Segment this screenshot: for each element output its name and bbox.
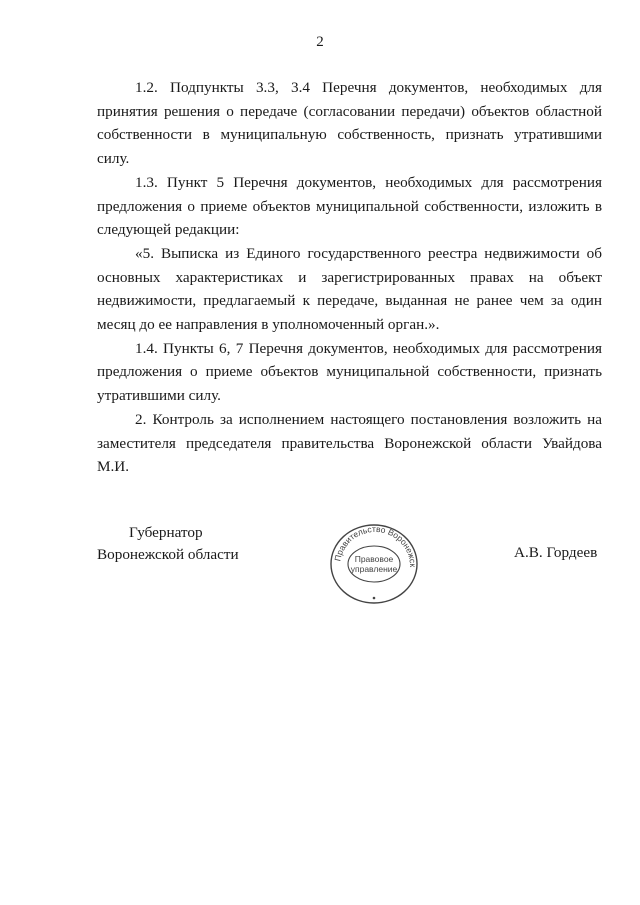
paragraph-2: 2. Контроль за исполнением настоящего постановления возложить на заместителя председателя правительства Воронежской области Увайдова М.И. <box>97 410 602 476</box>
paragraph-1-2: 1.2. Подпункты 3.3, 3.4 Перечня документов, необходимых для принятия решения о передаче (согласовании передачи) объектов областной собственности в муниципальную собственность, признать утратившими силу. <box>97 79 602 168</box>
signer-position-line2: Воронежской области <box>97 546 239 563</box>
paragraph-1-3: 1.3. Пункт 5 Перечня документов, необходимых для рассмотрения предложения о приеме объектов муниципальной собственности, изложить в следующей редакции: <box>97 173 602 239</box>
paragraph-quote-5: «5. Выписка из Единого государственного реестра недвижимости об основных характеристиках и зарегистрированных правах на объект недвижимости, предлагаемый к передаче, выданная не ранее чем за один месяц до ее направления в уполномоченный орган.». <box>97 244 602 334</box>
stamp-inner-line2: управление <box>350 564 398 574</box>
page-number: 2 <box>316 34 324 50</box>
signature-block <box>0 522 640 622</box>
stamp-seal-icon <box>320 522 428 606</box>
signer-name: А.В. Гордеев <box>514 544 598 561</box>
stamp-inner-line1: Правовое <box>354 554 394 564</box>
signer-position <box>97 522 239 566</box>
paragraph-1-4: 1.4. Пункты 6, 7 Перечня документов, необходимых для рассмотрения предложения о приеме объектов муниципальной собственности, признать утратившими силу. <box>97 339 602 405</box>
signer-position-line1: Губернатор <box>129 524 203 541</box>
stamp-outer-text: Правительство Воронежск <box>332 523 419 568</box>
official-stamp <box>320 522 428 606</box>
document-body <box>97 76 602 479</box>
